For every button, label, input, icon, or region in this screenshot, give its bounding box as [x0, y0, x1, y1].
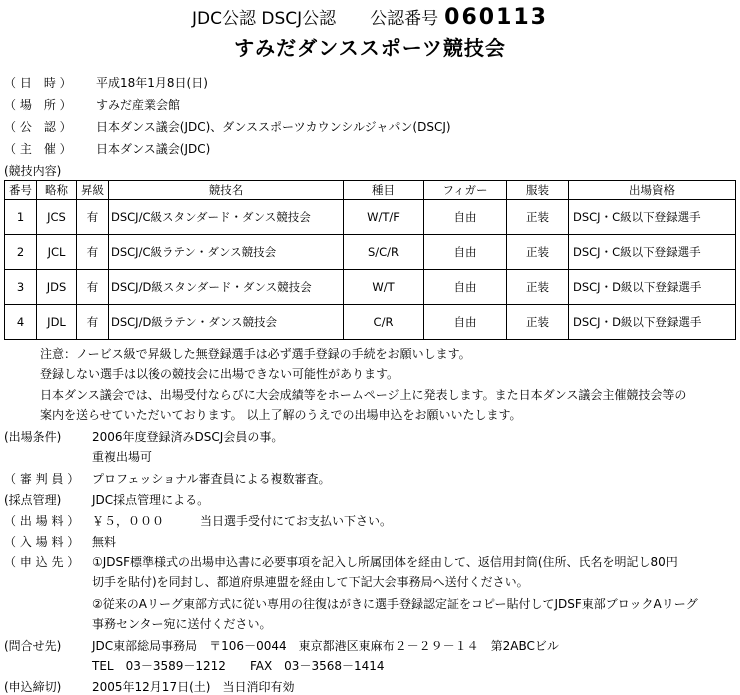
table-cell: 3 — [5, 270, 37, 305]
condition-value: ①JDSF標準様式の出場申込書に必要事項を記入し所属団体を経由して、返信用封筒(住所、氏名を明記し80円 — [92, 555, 678, 569]
table-cell: JDS — [37, 270, 77, 305]
table-cell: 正装 — [507, 235, 569, 270]
table-cell: DSCJ/C級スタンダード・ダンス競技会 — [109, 200, 344, 235]
table-cell: 1 — [5, 200, 37, 235]
condition-label: （ 申 込 先 ） — [4, 555, 80, 569]
note-line: 注意：ノービス級で昇級した無登録選手は必ず選手登録の手続をお願いします。 — [40, 347, 471, 361]
info-row-sanction — [0, 118, 740, 134]
table-cell: DSCJ・C級以下登録選手 — [569, 200, 736, 235]
condition-label: （ 出 場 料 ） — [4, 514, 80, 528]
condition-value: JDC東部総局事務局 〒106－0044 東京都港区東麻布２－２９－１４ 第2ABCビル — [92, 639, 559, 653]
table-cell: 4 — [5, 305, 37, 340]
table-cell: C/R — [344, 305, 424, 340]
table-cell: 正装 — [507, 200, 569, 235]
condition-value: 2005年12月17日(土) 当日消印有効 — [92, 680, 295, 694]
column-header: 番号 — [5, 181, 37, 200]
table-cell: 正装 — [507, 270, 569, 305]
condition-value: 事務センター宛に送付ください。 — [92, 617, 272, 631]
condition-value: プロフェッショナル審査員による複数審査。 — [92, 472, 331, 486]
info-label: （ 公 認 ） — [4, 120, 72, 134]
table-cell: 2 — [5, 235, 37, 270]
table-cell: W/T — [344, 270, 424, 305]
column-header: 競技名 — [109, 181, 344, 200]
condition-value: 無料 — [92, 535, 117, 549]
condition-entry-eligibility — [0, 428, 740, 464]
info-label: （ 主 催 ） — [4, 142, 72, 156]
table-cell: JCS — [37, 200, 77, 235]
column-header: 昇級 — [77, 181, 109, 200]
table-cell: S/C/R — [344, 235, 424, 270]
table-cell: 正装 — [507, 305, 569, 340]
table-cell: DSCJ/D級スタンダード・ダンス競技会 — [109, 270, 344, 305]
condition-label: (採点管理) — [4, 493, 62, 507]
condition-value: 2006年度登録済みDSCJ会員の事。 — [92, 430, 284, 444]
condition-entry-judges — [0, 470, 740, 486]
condition-value: 重複出場可 — [92, 450, 153, 464]
condition-value: TEL 03－3589－1212 FAX 03－3568－1414 — [92, 659, 385, 673]
table-header-row — [5, 181, 736, 200]
condition-label: （ 入 場 料 ） — [4, 535, 80, 549]
table-cell: 自由 — [424, 200, 507, 235]
certification-number: 060113 — [444, 5, 548, 30]
table-cell: 有 — [77, 305, 109, 340]
table-cell: DSCJ・D級以下登録選手 — [569, 270, 736, 305]
condition-label: (出場条件) — [4, 430, 62, 444]
info-value: 日本ダンス議会(JDC)、ダンススポーツカウンシルジャパン(DSCJ) — [96, 120, 451, 134]
page-title: すみだダンススポーツ競技会 — [234, 36, 506, 60]
table-cell: DSCJ/C級ラテン・ダンス競技会 — [109, 235, 344, 270]
condition-entry-application — [0, 553, 740, 633]
condition-value: ②従来のAリーグ東部方式に従い専用の往復はがきに選手登録認定証をコピー貼付してJDSF東部ブロックAリーグ — [92, 597, 698, 611]
column-header: 服装 — [507, 181, 569, 200]
column-header: フィガー — [424, 181, 507, 200]
column-header: 種目 — [344, 181, 424, 200]
condition-entry-contact — [0, 637, 740, 673]
condition-label: （ 審 判 員 ） — [4, 472, 80, 486]
info-value: 日本ダンス議会(JDC) — [96, 142, 211, 156]
table-row — [5, 235, 736, 270]
info-value: 平成18年1月8日(日) — [96, 76, 208, 90]
table-cell: 有 — [77, 235, 109, 270]
competitions-heading: (競技内容) — [4, 164, 62, 178]
table-cell: DSCJ・C級以下登録選手 — [569, 235, 736, 270]
info-row-venue — [0, 96, 740, 112]
condition-value: JDC採点管理による。 — [92, 493, 210, 507]
table-cell: JDL — [37, 305, 77, 340]
column-header: 略称 — [37, 181, 77, 200]
certification-text: JDC公認 DSCJ公認 公認番号 — [191, 9, 439, 29]
note-line: 登録しない選手は以後の競技会に出場できない可能性があります。 — [40, 367, 400, 381]
table-cell: DSCJ・D級以下登録選手 — [569, 305, 736, 340]
table-row — [5, 305, 736, 340]
certification-line — [0, 4, 740, 30]
condition-label: (申込締切) — [4, 680, 62, 694]
table-cell: 有 — [77, 270, 109, 305]
table-cell: DSCJ/D級ラテン・ダンス競技会 — [109, 305, 344, 340]
condition-entry-entry-fee — [0, 512, 740, 528]
column-header: 出場資格 — [569, 181, 736, 200]
condition-entry-admission — [0, 533, 740, 549]
condition-value: ￥５，０００ 当日選手受付にてお支払い下さい。 — [92, 514, 393, 528]
note-line: 案内を送らせていただいております。 以上了解のうえでの出場申込をお願いいたします。 — [40, 408, 522, 422]
info-row-organizer — [0, 140, 740, 156]
table-cell: 有 — [77, 200, 109, 235]
info-value: すみだ産業会館 — [96, 98, 181, 112]
info-label: （ 場 所 ） — [4, 98, 72, 112]
condition-label: (問合せ先) — [4, 639, 62, 653]
info-label: （ 日 時 ） — [4, 76, 72, 90]
table-cell: W/T/F — [344, 200, 424, 235]
table-cell: 自由 — [424, 270, 507, 305]
table-cell: JCL — [37, 235, 77, 270]
info-row-date — [0, 74, 740, 90]
condition-entry-scoring — [0, 491, 740, 507]
table-row — [5, 200, 736, 235]
table-row — [5, 270, 736, 305]
note-line: 日本ダンス議会では、出場受付ならびに大会成績等をホームページ上に発表します。また日本ダンス議会主催競技会等の — [40, 388, 687, 402]
competition-table — [4, 180, 736, 340]
table-cell: 自由 — [424, 235, 507, 270]
table-cell: 自由 — [424, 305, 507, 340]
condition-value: 切手を貼付)を同封し、都道府県連盟を経由して下記大会事務局へ送付ください。 — [92, 575, 529, 589]
condition-entry-deadline — [0, 678, 740, 694]
